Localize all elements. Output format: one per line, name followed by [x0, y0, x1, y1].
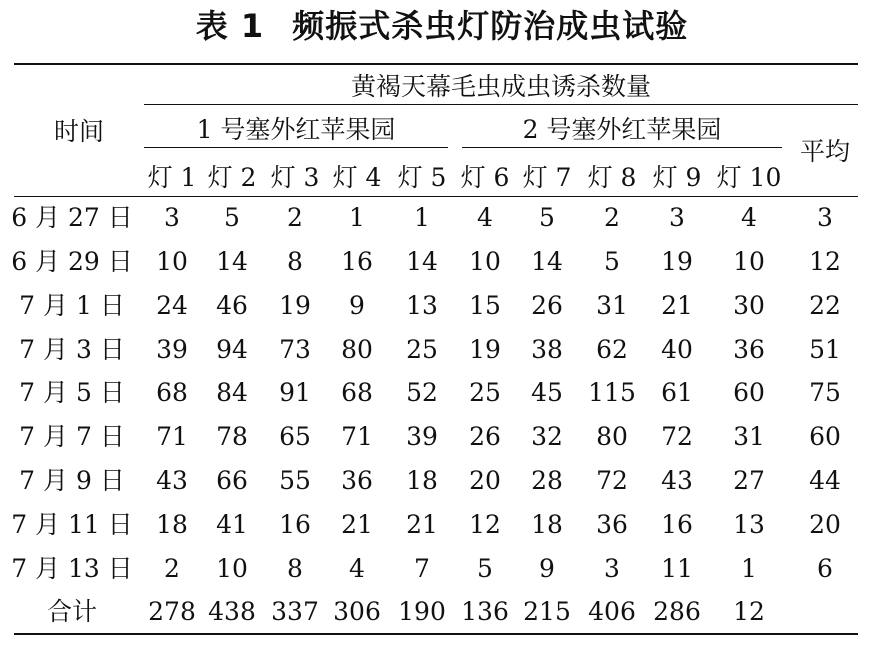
- row-value: 19: [661, 247, 693, 276]
- row-value: 1: [741, 554, 757, 583]
- row-value: 2: [604, 203, 620, 232]
- row-average: 75: [809, 378, 841, 407]
- row-value: 13: [406, 291, 438, 320]
- row-value: 19: [279, 291, 311, 320]
- total-value: 337: [271, 597, 319, 626]
- row-date: 7 月 3 日: [19, 335, 125, 364]
- row-value: 115: [588, 378, 636, 407]
- total-value: 306: [333, 597, 381, 626]
- row-value: 3: [604, 554, 620, 583]
- row-value: 18: [531, 510, 563, 539]
- row-value: 43: [661, 466, 693, 495]
- row-value: 36: [733, 335, 765, 364]
- row-value: 80: [341, 335, 373, 364]
- bottom-rule: [14, 633, 858, 635]
- header-light-2: 灯 2: [207, 163, 257, 192]
- header-average: 平均: [799, 137, 850, 166]
- row-date: 7 月 5 日: [19, 378, 125, 407]
- total-label: 合计: [46, 597, 97, 626]
- header-light-8: 灯 8: [587, 163, 637, 192]
- table-number: 表 1: [195, 7, 265, 45]
- row-value: 31: [733, 422, 765, 451]
- header-light-9: 灯 9: [652, 163, 702, 192]
- row-value: 43: [156, 466, 188, 495]
- total-value: 215: [523, 597, 571, 626]
- row-value: 91: [279, 378, 311, 407]
- total-value: 286: [653, 597, 701, 626]
- header-light-10: 灯 10: [716, 163, 782, 192]
- header-light-6: 灯 6: [460, 163, 510, 192]
- row-value: 31: [596, 291, 628, 320]
- total-value: 406: [588, 597, 636, 626]
- row-value: 10: [156, 247, 188, 276]
- row-value: 14: [531, 247, 563, 276]
- row-average: 6: [817, 554, 833, 583]
- row-value: 28: [531, 466, 563, 495]
- row-value: 9: [349, 291, 365, 320]
- row-value: 18: [406, 466, 438, 495]
- row-value: 8: [287, 554, 303, 583]
- row-date: 6 月 27 日: [11, 203, 133, 232]
- orchard1-rule: [144, 147, 448, 148]
- row-value: 24: [156, 291, 188, 320]
- total-value: 190: [398, 597, 446, 626]
- row-date: 7 月 1 日: [19, 291, 125, 320]
- row-date: 6 月 29 日: [11, 247, 133, 276]
- row-value: 8: [287, 247, 303, 276]
- row-value: 68: [341, 378, 373, 407]
- row-value: 21: [661, 291, 693, 320]
- row-value: 2: [164, 554, 180, 583]
- row-date: 7 月 11 日: [11, 510, 133, 539]
- row-average: 44: [809, 466, 841, 495]
- row-value: 36: [596, 510, 628, 539]
- row-value: 60: [733, 378, 765, 407]
- header-orchard2: 2 号塞外红苹果园: [522, 115, 722, 144]
- row-value: 5: [224, 203, 240, 232]
- row-value: 41: [216, 510, 248, 539]
- row-value: 21: [406, 510, 438, 539]
- total-value: 438: [208, 597, 256, 626]
- row-value: 78: [216, 422, 248, 451]
- row-date: 7 月 9 日: [19, 466, 125, 495]
- header-orchard1: 1 号塞外红苹果园: [196, 115, 396, 144]
- row-value: 1: [349, 203, 365, 232]
- row-value: 61: [661, 378, 693, 407]
- orchard2-rule: [462, 147, 782, 148]
- row-value: 10: [733, 247, 765, 276]
- row-value: 18: [156, 510, 188, 539]
- row-value: 32: [531, 422, 563, 451]
- row-value: 4: [741, 203, 757, 232]
- row-value: 9: [539, 554, 555, 583]
- row-value: 16: [279, 510, 311, 539]
- row-value: 15: [469, 291, 501, 320]
- row-value: 14: [216, 247, 248, 276]
- row-value: 40: [661, 335, 693, 364]
- row-value: 5: [539, 203, 555, 232]
- row-value: 71: [341, 422, 373, 451]
- row-value: 10: [469, 247, 501, 276]
- row-value: 21: [341, 510, 373, 539]
- total-average: [793, 595, 857, 629]
- row-value: 16: [341, 247, 373, 276]
- row-value: 52: [406, 378, 438, 407]
- row-value: 12: [469, 510, 501, 539]
- row-value: 73: [279, 335, 311, 364]
- row-value: 65: [279, 422, 311, 451]
- header-light-7: 灯 7: [522, 163, 572, 192]
- row-value: 94: [216, 335, 248, 364]
- row-value: 30: [733, 291, 765, 320]
- row-value: 26: [469, 422, 501, 451]
- row-value: 14: [406, 247, 438, 276]
- row-average: 51: [809, 335, 841, 364]
- row-value: 19: [469, 335, 501, 364]
- row-value: 7: [414, 554, 430, 583]
- row-value: 80: [596, 422, 628, 451]
- row-value: 2: [287, 203, 303, 232]
- row-value: 62: [596, 335, 628, 364]
- row-value: 38: [531, 335, 563, 364]
- row-value: 10: [216, 554, 248, 583]
- row-value: 1: [414, 203, 430, 232]
- row-value: 13: [733, 510, 765, 539]
- row-value: 84: [216, 378, 248, 407]
- row-value: 71: [156, 422, 188, 451]
- row-value: 3: [669, 203, 685, 232]
- row-value: 4: [477, 203, 493, 232]
- header-group: 黄褐天幕毛虫成虫诱杀数量: [350, 72, 651, 101]
- row-average: 20: [809, 510, 841, 539]
- row-average: 12: [809, 247, 841, 276]
- row-value: 46: [216, 291, 248, 320]
- header-light-4: 灯 4: [332, 163, 382, 192]
- row-value: 25: [469, 378, 501, 407]
- row-value: 3: [164, 203, 180, 232]
- group-rule: [144, 104, 858, 105]
- header-light-5: 灯 5: [397, 163, 447, 192]
- row-value: 36: [341, 466, 373, 495]
- row-date: 7 月 7 日: [19, 422, 125, 451]
- row-value: 39: [406, 422, 438, 451]
- table-caption: 频振式杀虫灯防治成虫试验: [292, 7, 689, 45]
- row-value: 39: [156, 335, 188, 364]
- row-value: 55: [279, 466, 311, 495]
- row-value: 11: [661, 554, 693, 583]
- row-value: 27: [733, 466, 765, 495]
- row-date: 7 月 13 日: [11, 554, 133, 583]
- row-value: 68: [156, 378, 188, 407]
- header-light-3: 灯 3: [270, 163, 320, 192]
- row-value: 20: [469, 466, 501, 495]
- row-value: 16: [661, 510, 693, 539]
- row-value: 5: [477, 554, 493, 583]
- row-value: 72: [596, 466, 628, 495]
- row-value: 26: [531, 291, 563, 320]
- total-value: 12: [733, 597, 765, 626]
- row-value: 66: [216, 466, 248, 495]
- total-value: 278: [148, 597, 196, 626]
- row-average: 3: [817, 203, 833, 232]
- table-title: [0, 4, 874, 48]
- row-average: 22: [809, 291, 841, 320]
- header-time: 时间: [53, 117, 104, 146]
- header-bottom-rule: [14, 196, 858, 197]
- row-value: 45: [531, 378, 563, 407]
- top-rule: [14, 63, 858, 65]
- header-light-1: 灯 1: [147, 163, 197, 192]
- row-average: 60: [809, 422, 841, 451]
- row-value: 4: [349, 554, 365, 583]
- row-value: 5: [604, 247, 620, 276]
- row-value: 25: [406, 335, 438, 364]
- row-value: 72: [661, 422, 693, 451]
- total-value: 136: [461, 597, 509, 626]
